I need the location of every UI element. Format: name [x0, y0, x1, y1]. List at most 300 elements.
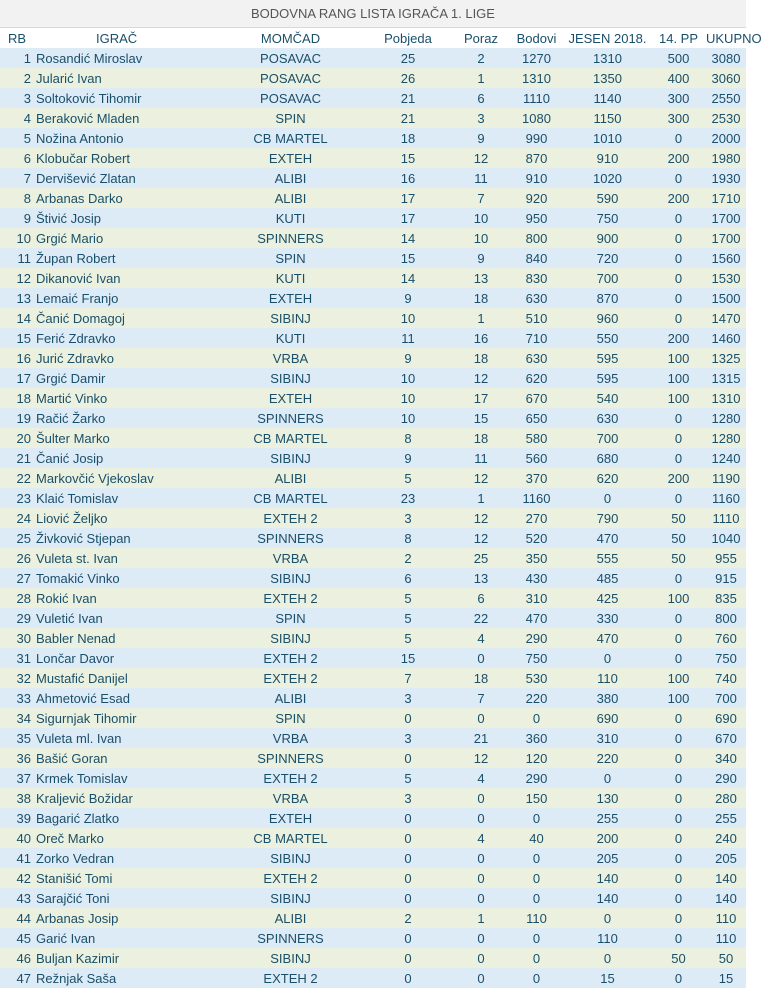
cell-points: 310 [509, 588, 564, 608]
cell-wins: 3 [363, 508, 453, 528]
cell-wins: 2 [363, 908, 453, 928]
cell-points: 1270 [509, 48, 564, 68]
cell-wins: 8 [363, 528, 453, 548]
cell-rank: 20 [0, 428, 36, 448]
cell-wins: 0 [363, 848, 453, 868]
cell-wins: 3 [363, 728, 453, 748]
cell-player: Klaić Tomislav [36, 488, 218, 508]
cell-points: 990 [509, 128, 564, 148]
cell-rank: 26 [0, 548, 36, 568]
cell-total: 1700 [706, 228, 746, 248]
cell-losses: 0 [453, 868, 509, 888]
cell-rank: 16 [0, 348, 36, 368]
cell-14pp: 200 [651, 148, 706, 168]
cell-points: 1310 [509, 68, 564, 88]
cell-team: SIBINJ [218, 448, 363, 468]
cell-team: SPINNERS [218, 748, 363, 768]
cell-player: Tomakić Vinko [36, 568, 218, 588]
cell-autumn-2018: 1350 [564, 68, 651, 88]
cell-losses: 21 [453, 728, 509, 748]
table-row [0, 628, 746, 648]
cell-rank: 4 [0, 108, 36, 128]
cell-losses: 4 [453, 768, 509, 788]
cell-14pp: 0 [651, 888, 706, 908]
table-row [0, 208, 746, 228]
cell-points: 350 [509, 548, 564, 568]
cell-player: Arbanas Josip [36, 908, 218, 928]
cell-total: 205 [706, 848, 746, 868]
cell-rank: 3 [0, 88, 36, 108]
cell-autumn-2018: 310 [564, 728, 651, 748]
cell-losses: 0 [453, 928, 509, 948]
cell-rank: 45 [0, 928, 36, 948]
cell-wins: 14 [363, 228, 453, 248]
cell-14pp: 0 [651, 908, 706, 928]
cell-points: 870 [509, 148, 564, 168]
cell-rank: 11 [0, 248, 36, 268]
cell-autumn-2018: 595 [564, 348, 651, 368]
cell-rank: 39 [0, 808, 36, 828]
cell-losses: 16 [453, 328, 509, 348]
cell-autumn-2018: 1140 [564, 88, 651, 108]
cell-total: 800 [706, 608, 746, 628]
cell-points: 530 [509, 668, 564, 688]
cell-points: 620 [509, 368, 564, 388]
cell-wins: 15 [363, 648, 453, 668]
cell-autumn-2018: 555 [564, 548, 651, 568]
cell-wins: 21 [363, 108, 453, 128]
cell-player: Rokić Ivan [36, 588, 218, 608]
cell-autumn-2018: 205 [564, 848, 651, 868]
cell-autumn-2018: 630 [564, 408, 651, 428]
cell-14pp: 0 [651, 608, 706, 628]
cell-points: 110 [509, 908, 564, 928]
cell-team: EXTEH [218, 388, 363, 408]
cell-points: 580 [509, 428, 564, 448]
cell-total: 760 [706, 628, 746, 648]
cell-points: 0 [509, 928, 564, 948]
cell-wins: 25 [363, 48, 453, 68]
table-row [0, 148, 746, 168]
cell-autumn-2018: 540 [564, 388, 651, 408]
cell-rank: 8 [0, 188, 36, 208]
cell-wins: 10 [363, 368, 453, 388]
cell-total: 255 [706, 808, 746, 828]
table-row [0, 448, 746, 468]
cell-total: 3060 [706, 68, 746, 88]
cell-wins: 5 [363, 608, 453, 628]
cell-wins: 0 [363, 868, 453, 888]
cell-14pp: 500 [651, 48, 706, 68]
cell-14pp: 100 [651, 588, 706, 608]
cell-rank: 33 [0, 688, 36, 708]
cell-team: CB MARTEL [218, 428, 363, 448]
cell-team: ALIBI [218, 468, 363, 488]
cell-team: VRBA [218, 728, 363, 748]
table-row [0, 648, 746, 668]
cell-team: ALIBI [218, 688, 363, 708]
cell-total: 670 [706, 728, 746, 748]
cell-14pp: 0 [651, 268, 706, 288]
cell-points: 0 [509, 948, 564, 968]
cell-total: 1930 [706, 168, 746, 188]
cell-autumn-2018: 700 [564, 428, 651, 448]
cell-autumn-2018: 425 [564, 588, 651, 608]
cell-player: Vuleta st. Ivan [36, 548, 218, 568]
cell-rank: 19 [0, 408, 36, 428]
cell-team: SPIN [218, 608, 363, 628]
cell-total: 1160 [706, 488, 746, 508]
cell-total: 340 [706, 748, 746, 768]
table-row [0, 928, 746, 948]
cell-points: 650 [509, 408, 564, 428]
cell-14pp: 0 [651, 648, 706, 668]
cell-losses: 12 [453, 468, 509, 488]
cell-losses: 0 [453, 808, 509, 828]
table-row [0, 188, 746, 208]
cell-wins: 0 [363, 948, 453, 968]
cell-points: 950 [509, 208, 564, 228]
cell-points: 800 [509, 228, 564, 248]
cell-14pp: 0 [651, 448, 706, 468]
cell-points: 0 [509, 888, 564, 908]
cell-team: SIBINJ [218, 888, 363, 908]
cell-player: Jularić Ivan [36, 68, 218, 88]
cell-rank: 15 [0, 328, 36, 348]
header-points: Bodovi [509, 28, 564, 48]
cell-player: Ahmetović Esad [36, 688, 218, 708]
cell-team: CB MARTEL [218, 828, 363, 848]
cell-team: POSAVAC [218, 88, 363, 108]
table-row [0, 128, 746, 148]
cell-losses: 15 [453, 408, 509, 428]
header-team: MOMČAD [218, 28, 363, 48]
cell-wins: 16 [363, 168, 453, 188]
cell-rank: 9 [0, 208, 36, 228]
cell-total: 1700 [706, 208, 746, 228]
cell-total: 700 [706, 688, 746, 708]
cell-autumn-2018: 720 [564, 248, 651, 268]
cell-total: 280 [706, 788, 746, 808]
cell-autumn-2018: 200 [564, 828, 651, 848]
cell-total: 15 [706, 968, 746, 988]
cell-points: 630 [509, 348, 564, 368]
cell-total: 1040 [706, 528, 746, 548]
cell-losses: 9 [453, 128, 509, 148]
cell-wins: 5 [363, 628, 453, 648]
cell-losses: 13 [453, 268, 509, 288]
cell-14pp: 200 [651, 468, 706, 488]
cell-total: 1460 [706, 328, 746, 348]
cell-points: 120 [509, 748, 564, 768]
sheet-title: BODOVNA RANG LISTA IGRAČA 1. LIGE [0, 0, 746, 28]
cell-14pp: 0 [651, 868, 706, 888]
cell-14pp: 0 [651, 428, 706, 448]
cell-autumn-2018: 110 [564, 668, 651, 688]
cell-rank: 47 [0, 968, 36, 988]
cell-rank: 42 [0, 868, 36, 888]
cell-team: SIBINJ [218, 308, 363, 328]
cell-total: 915 [706, 568, 746, 588]
cell-autumn-2018: 0 [564, 768, 651, 788]
cell-points: 560 [509, 448, 564, 468]
cell-team: KUTI [218, 208, 363, 228]
cell-team: VRBA [218, 788, 363, 808]
cell-rank: 34 [0, 708, 36, 728]
cell-losses: 10 [453, 208, 509, 228]
cell-player: Nožina Antonio [36, 128, 218, 148]
cell-losses: 0 [453, 888, 509, 908]
cell-total: 110 [706, 928, 746, 948]
table-row [0, 48, 746, 68]
cell-points: 0 [509, 808, 564, 828]
cell-autumn-2018: 130 [564, 788, 651, 808]
cell-autumn-2018: 470 [564, 528, 651, 548]
cell-team: EXTEH 2 [218, 648, 363, 668]
cell-rank: 29 [0, 608, 36, 628]
cell-autumn-2018: 1020 [564, 168, 651, 188]
cell-player: Ferić Zdravko [36, 328, 218, 348]
cell-points: 0 [509, 968, 564, 988]
header-autumn-2018: JESEN 2018. [564, 28, 651, 48]
table-row [0, 508, 746, 528]
cell-rank: 38 [0, 788, 36, 808]
cell-14pp: 50 [651, 528, 706, 548]
cell-total: 1110 [706, 508, 746, 528]
cell-wins: 21 [363, 88, 453, 108]
cell-14pp: 0 [651, 168, 706, 188]
cell-14pp: 50 [651, 548, 706, 568]
cell-player: Sigurnjak Tihomir [36, 708, 218, 728]
cell-player: Čanić Josip [36, 448, 218, 468]
cell-player: Župan Robert [36, 248, 218, 268]
cell-total: 1190 [706, 468, 746, 488]
cell-total: 1280 [706, 408, 746, 428]
cell-points: 0 [509, 708, 564, 728]
cell-points: 670 [509, 388, 564, 408]
cell-wins: 10 [363, 388, 453, 408]
cell-wins: 17 [363, 188, 453, 208]
table-row [0, 88, 746, 108]
cell-wins: 26 [363, 68, 453, 88]
cell-losses: 7 [453, 688, 509, 708]
cell-wins: 0 [363, 808, 453, 828]
table-row [0, 288, 746, 308]
table-row [0, 428, 746, 448]
cell-rank: 24 [0, 508, 36, 528]
cell-total: 1560 [706, 248, 746, 268]
cell-team: EXTEH 2 [218, 868, 363, 888]
cell-player: Vuletić Ivan [36, 608, 218, 628]
table-row [0, 548, 746, 568]
cell-player: Zorko Vedran [36, 848, 218, 868]
cell-rank: 23 [0, 488, 36, 508]
cell-autumn-2018: 790 [564, 508, 651, 528]
cell-rank: 30 [0, 628, 36, 648]
table-row [0, 608, 746, 628]
cell-losses: 3 [453, 108, 509, 128]
cell-team: EXTEH [218, 808, 363, 828]
cell-autumn-2018: 485 [564, 568, 651, 588]
cell-autumn-2018: 910 [564, 148, 651, 168]
cell-14pp: 50 [651, 508, 706, 528]
table-row [0, 488, 746, 508]
cell-player: Šulter Marko [36, 428, 218, 448]
cell-total: 1710 [706, 188, 746, 208]
header-wins: Pobjeda [363, 28, 453, 48]
cell-total: 290 [706, 768, 746, 788]
cell-player: Grgić Damir [36, 368, 218, 388]
cell-player: Vuleta ml. Ivan [36, 728, 218, 748]
cell-team: EXTEH 2 [218, 668, 363, 688]
cell-wins: 5 [363, 588, 453, 608]
cell-points: 0 [509, 868, 564, 888]
cell-team: EXTEH 2 [218, 768, 363, 788]
cell-points: 370 [509, 468, 564, 488]
cell-player: Bašić Goran [36, 748, 218, 768]
cell-rank: 1 [0, 48, 36, 68]
cell-autumn-2018: 690 [564, 708, 651, 728]
table-body [0, 48, 746, 988]
cell-player: Kraljević Božidar [36, 788, 218, 808]
cell-player: Čanić Domagoj [36, 308, 218, 328]
cell-total: 740 [706, 668, 746, 688]
header-rb: RB [0, 28, 36, 48]
cell-total: 1325 [706, 348, 746, 368]
table-row [0, 828, 746, 848]
cell-total: 1240 [706, 448, 746, 468]
cell-player: Markovčić Vjekoslav [36, 468, 218, 488]
cell-wins: 0 [363, 888, 453, 908]
cell-autumn-2018: 0 [564, 908, 651, 928]
cell-team: SIBINJ [218, 848, 363, 868]
cell-autumn-2018: 870 [564, 288, 651, 308]
cell-team: KUTI [218, 328, 363, 348]
cell-rank: 13 [0, 288, 36, 308]
cell-total: 2000 [706, 128, 746, 148]
cell-autumn-2018: 620 [564, 468, 651, 488]
cell-wins: 9 [363, 348, 453, 368]
table-row [0, 248, 746, 268]
header-14pp: 14. PP [651, 28, 706, 48]
cell-14pp: 0 [651, 248, 706, 268]
cell-team: ALIBI [218, 908, 363, 928]
cell-team: VRBA [218, 548, 363, 568]
cell-autumn-2018: 255 [564, 808, 651, 828]
cell-team: POSAVAC [218, 68, 363, 88]
cell-losses: 0 [453, 648, 509, 668]
cell-wins: 3 [363, 688, 453, 708]
cell-player: Lončar Davor [36, 648, 218, 668]
table-row [0, 228, 746, 248]
cell-losses: 17 [453, 388, 509, 408]
cell-wins: 10 [363, 408, 453, 428]
cell-losses: 0 [453, 968, 509, 988]
table-row [0, 168, 746, 188]
cell-14pp: 0 [651, 848, 706, 868]
cell-autumn-2018: 140 [564, 888, 651, 908]
cell-losses: 12 [453, 508, 509, 528]
cell-team: SPIN [218, 108, 363, 128]
cell-losses: 12 [453, 368, 509, 388]
cell-losses: 11 [453, 448, 509, 468]
table-row [0, 788, 746, 808]
cell-team: ALIBI [218, 168, 363, 188]
cell-wins: 15 [363, 148, 453, 168]
cell-rank: 46 [0, 948, 36, 968]
table-row [0, 308, 746, 328]
cell-14pp: 100 [651, 668, 706, 688]
cell-losses: 1 [453, 908, 509, 928]
table-row [0, 688, 746, 708]
cell-autumn-2018: 15 [564, 968, 651, 988]
cell-total: 50 [706, 948, 746, 968]
cell-rank: 44 [0, 908, 36, 928]
table-row [0, 848, 746, 868]
table-row [0, 268, 746, 288]
cell-14pp: 100 [651, 348, 706, 368]
cell-team: SIBINJ [218, 628, 363, 648]
cell-autumn-2018: 595 [564, 368, 651, 388]
cell-wins: 18 [363, 128, 453, 148]
cell-points: 290 [509, 768, 564, 788]
cell-14pp: 0 [651, 968, 706, 988]
cell-14pp: 0 [651, 928, 706, 948]
cell-player: Martić Vinko [36, 388, 218, 408]
cell-wins: 9 [363, 448, 453, 468]
cell-team: EXTEH 2 [218, 588, 363, 608]
cell-14pp: 200 [651, 328, 706, 348]
cell-losses: 0 [453, 708, 509, 728]
cell-losses: 18 [453, 668, 509, 688]
cell-player: Babler Nenad [36, 628, 218, 648]
table-row [0, 108, 746, 128]
cell-autumn-2018: 1150 [564, 108, 651, 128]
cell-autumn-2018: 960 [564, 308, 651, 328]
cell-player: Jurić Zdravko [36, 348, 218, 368]
cell-total: 2530 [706, 108, 746, 128]
table-row [0, 888, 746, 908]
cell-wins: 14 [363, 268, 453, 288]
cell-14pp: 0 [651, 708, 706, 728]
table-row [0, 588, 746, 608]
cell-team: EXTEH 2 [218, 968, 363, 988]
cell-wins: 10 [363, 308, 453, 328]
cell-total: 140 [706, 888, 746, 908]
cell-autumn-2018: 750 [564, 208, 651, 228]
cell-autumn-2018: 330 [564, 608, 651, 628]
cell-14pp: 0 [651, 808, 706, 828]
cell-points: 840 [509, 248, 564, 268]
cell-losses: 18 [453, 288, 509, 308]
cell-player: Živković Stjepan [36, 528, 218, 548]
ranking-table [0, 28, 762, 988]
cell-team: ALIBI [218, 188, 363, 208]
cell-losses: 13 [453, 568, 509, 588]
cell-points: 1110 [509, 88, 564, 108]
cell-14pp: 0 [651, 788, 706, 808]
cell-points: 150 [509, 788, 564, 808]
cell-14pp: 100 [651, 388, 706, 408]
cell-wins: 23 [363, 488, 453, 508]
cell-total: 1315 [706, 368, 746, 388]
cell-points: 430 [509, 568, 564, 588]
cell-rank: 14 [0, 308, 36, 328]
table-row [0, 408, 746, 428]
cell-wins: 8 [363, 428, 453, 448]
table-row [0, 568, 746, 588]
cell-team: VRBA [218, 348, 363, 368]
